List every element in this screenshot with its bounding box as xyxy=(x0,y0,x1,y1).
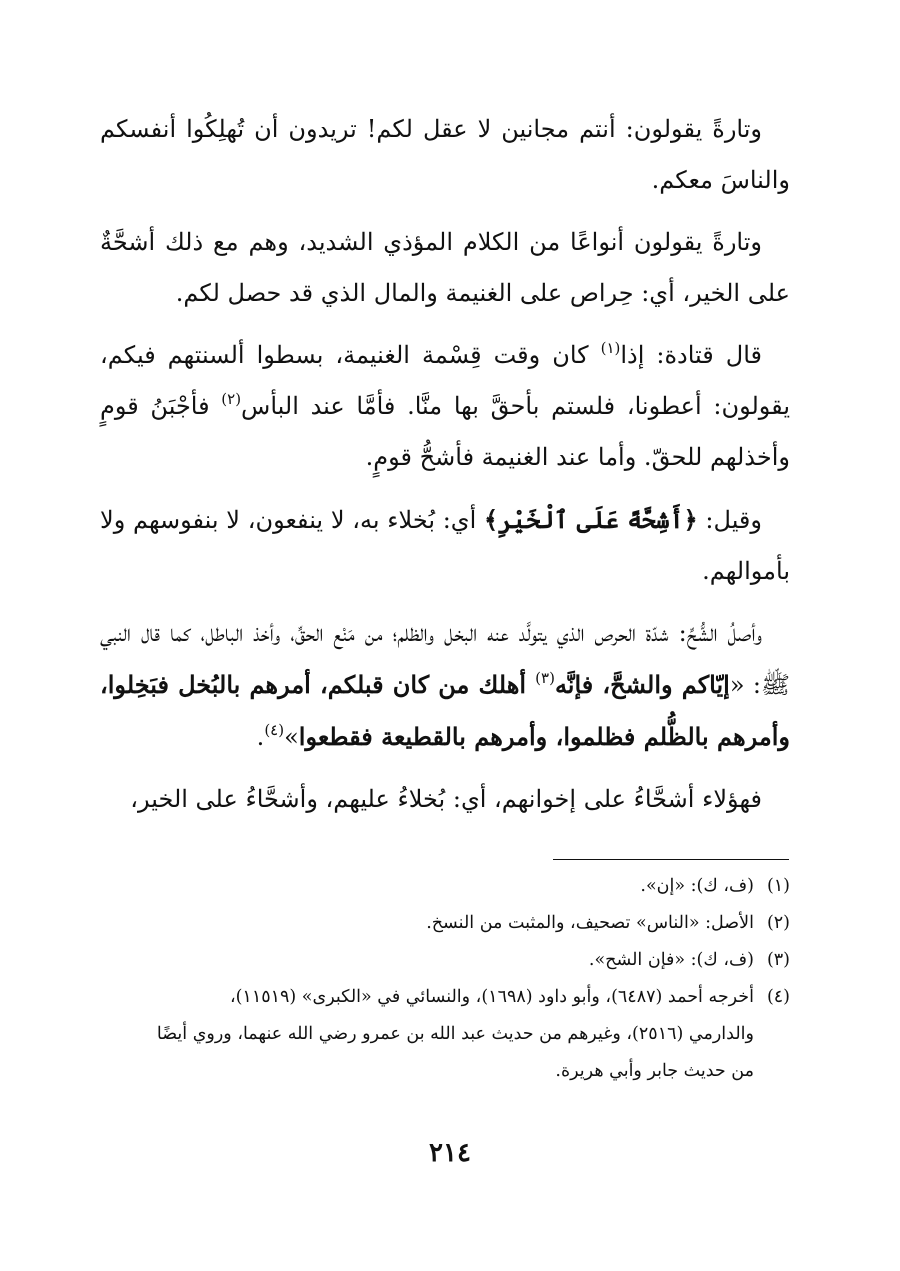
footnote-divider xyxy=(553,859,789,860)
footnote-ref-1[interactable]: (١) xyxy=(600,339,621,357)
footnote-ref-2[interactable]: (٢) xyxy=(221,390,242,408)
footnote-4-line-3: من حديث جابر وأبي هريرة. xyxy=(555,1061,754,1081)
paragraph-4-part-b: أي: بُخلاء به، لا ينفعون، لا بنفوسهم ولا بأموالهم. xyxy=(100,506,790,585)
paragraph-2: وتارةً يقولون أنواعًا من الكلام المؤذي الشديد، وهم مع ذلك أشحَّةٌ على الخير، أي: حِراص على الغنيمة والمال الذي قد حصل لكم. xyxy=(100,228,790,307)
paragraph-5-part-a: وأصلُ الشُّحِّ: شدّة الحرص الذي يتولَّد عنه البخل والظلم؛ من مَنْع الحقِّ، وأخذ الباطل، كما قال النبي ﷺ: « xyxy=(100,619,790,699)
paragraph-5-part-c: . xyxy=(256,723,265,751)
hadith-text-1: إيّاكم والشحَّ، فإنَّه xyxy=(554,670,730,699)
footnote-number: (٣) xyxy=(766,950,790,970)
paragraph-1: وتارةً يقولون: أنتم مجانين لا عقل لكم! تريدون أن تُهلِكُوا أنفسكم والناسَ معكم. xyxy=(100,115,790,194)
paragraph-3-part-a: قال قتادة: إذا xyxy=(620,341,762,369)
footnote-1 xyxy=(100,868,790,905)
paragraph-6: فهؤلاء أشحَّاءُ على إخوانهم، أي: بُخلاءُ عليهم، وأشحَّاءُ على الخير، xyxy=(130,785,762,813)
footnote-4-line-2: والدارمي (٢٥١٦)، وغيرهم من حديث عبد الله بن عمرو رضي الله عنهما، وروي أيضًا xyxy=(156,1024,754,1044)
hadith-text-2: أهلك من كان قبلكم، أمرهم بالبُخل فبَخِلوا، وأمرهم بالظُّلم فظلموا، وأمرهم بالقطيعة فقطعوا xyxy=(100,670,790,751)
paragraph-5 xyxy=(100,608,790,763)
footnote-ref-3[interactable]: (٣) xyxy=(535,669,555,687)
paragraph-3-part-b: كان وقت قِسْمة الغنيمة، بسطوا ألسنتهم فيكم، يقولون: أعطونا، فلستم بأحقَّ بها منَّا. فأمَّا عند البأس xyxy=(100,341,790,420)
footnotes xyxy=(100,868,790,1090)
footnote-3 xyxy=(100,942,790,979)
paragraph-4 xyxy=(100,494,790,597)
footnote-text: (ف، ك): «فإن الشح». xyxy=(588,950,754,970)
footnote-number: (٤) xyxy=(766,987,790,1007)
footnote-number: (٢) xyxy=(766,913,790,933)
footnote-text: (ف، ك): «إن». xyxy=(640,876,754,896)
footnote-4 xyxy=(100,979,790,1016)
quran-quote: ﴿أَشِحَّةً عَلَى ٱلْخَيْرِ﴾ xyxy=(483,505,698,534)
page-number: ٢١٤ xyxy=(429,1138,471,1168)
paragraph-3 xyxy=(100,330,790,483)
footnote-2 xyxy=(100,905,790,942)
paragraph-4-part-a: وقيل: xyxy=(697,506,762,534)
footnote-number: (١) xyxy=(766,876,790,896)
footnote-ref-4[interactable]: (٤) xyxy=(264,721,285,739)
paragraph-5-part-b: » xyxy=(284,723,299,751)
main-text xyxy=(100,104,790,836)
footnote-text: أخرجه أحمد (٦٤٨٧)، وأبو داود (١٦٩٨)، والنسائي في «الكبرى» (١١٥١٩)، xyxy=(229,987,754,1007)
footnote-text: الأصل: «الناس» تصحيف، والمثبت من النسخ. xyxy=(426,913,754,933)
paragraph-3-part-c: فأجْبَنُ قومٍ وأخذلهم للحقّ. وأما عند الغنيمة فأشحُّ قومٍ. xyxy=(100,392,790,471)
